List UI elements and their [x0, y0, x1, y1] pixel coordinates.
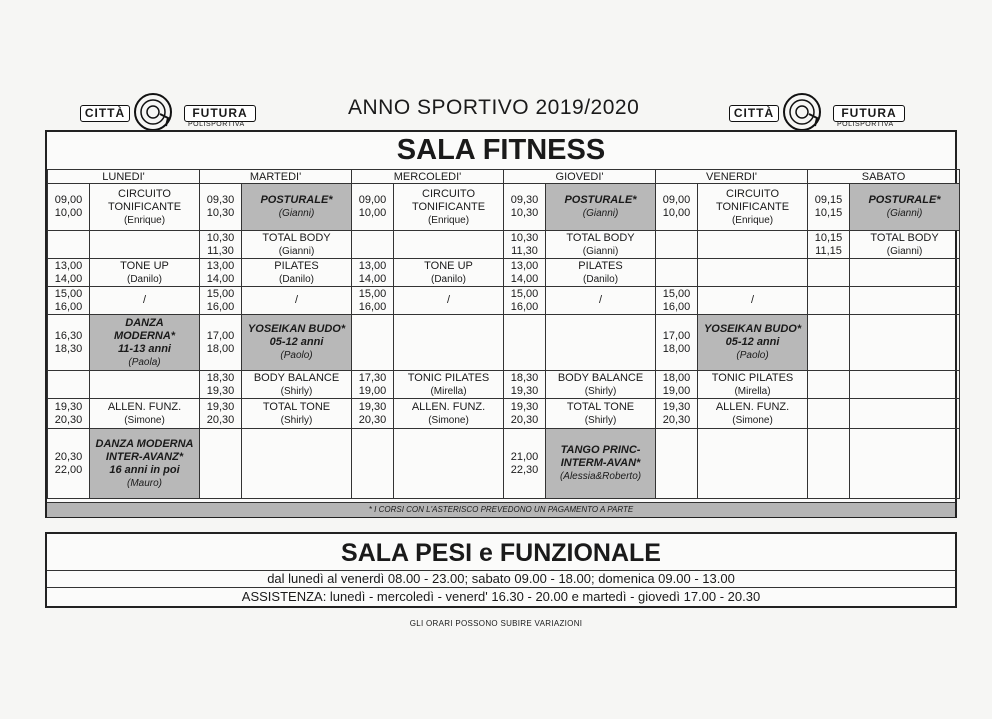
- class-name: YOSEIKAN BUDO*: [247, 323, 346, 335]
- time-cell: [656, 259, 698, 287]
- day-header: MARTEDI': [200, 170, 352, 184]
- class-name: TONIFICANTE: [411, 200, 486, 213]
- instructor-name: (Danilo): [583, 273, 619, 285]
- class-cell: [546, 399, 656, 429]
- days-header: [48, 170, 960, 184]
- fitness-schedule: [45, 130, 957, 518]
- end-time: 20,30: [662, 413, 691, 426]
- class-name: 16 anni in poi: [109, 463, 180, 476]
- end-time: 20,30: [510, 413, 539, 426]
- class-cell: [394, 231, 504, 259]
- class-cell: [546, 259, 656, 287]
- class-name: CIRCUITO: [726, 187, 780, 200]
- class-name: PILATES: [578, 259, 623, 272]
- class-name: POSTURALE*: [260, 194, 333, 206]
- time-cell: [48, 287, 90, 315]
- time-cell: [656, 287, 698, 315]
- instructor-name: (Simone): [428, 414, 469, 426]
- instructor-name: (Gianni): [582, 245, 619, 257]
- class-cell: [90, 259, 200, 287]
- time-cell: [656, 231, 698, 259]
- class-cell: [850, 231, 960, 259]
- class-name: TOTAL BODY: [870, 231, 939, 244]
- time-cell: [504, 184, 546, 231]
- logo-right-word: FUTURA: [184, 105, 256, 122]
- class-name: /: [446, 294, 451, 306]
- time-cell: [504, 371, 546, 399]
- page-title: ANNO SPORTIVO 2019/2020: [348, 96, 640, 119]
- class-cell: [242, 315, 352, 371]
- instructor-name: (Simone): [124, 414, 165, 426]
- day-header: VENERDI': [656, 170, 808, 184]
- class-cell: [546, 315, 656, 371]
- instructor-name: (Mauro): [127, 477, 163, 489]
- logo-subtitle: POLISPORTIVA: [188, 121, 245, 128]
- time-cell: [200, 231, 242, 259]
- start-time: 17,00: [662, 329, 691, 342]
- class-name: POSTURALE*: [564, 194, 637, 206]
- class-cell: [242, 429, 352, 499]
- start-time: 19,30: [510, 400, 539, 413]
- logo-subtitle: POLISPORTIVA: [837, 121, 894, 128]
- end-time: 18,00: [206, 342, 235, 355]
- start-time: 09,00: [662, 194, 691, 206]
- start-time: 15,00: [662, 287, 691, 300]
- class-name: TONE UP: [424, 259, 473, 272]
- class-name: TONIC PILATES: [711, 371, 794, 384]
- day-header: MERCOLEDI': [352, 170, 504, 184]
- time-cell: [352, 259, 394, 287]
- start-time: 17,00: [206, 329, 235, 342]
- end-time: 11,30: [207, 244, 234, 257]
- schedule-row: [48, 315, 960, 371]
- instructor-name: (Mirella): [430, 385, 467, 397]
- instructor-name: (Paolo): [280, 350, 313, 361]
- class-name: CIRCUITO: [422, 187, 475, 200]
- instructor-name: (Danilo): [279, 273, 315, 285]
- class-cell: [698, 429, 808, 499]
- start-time: 19,30: [54, 400, 83, 413]
- end-time: 19,30: [510, 384, 539, 397]
- class-name: INTER-AVANZ*: [105, 450, 184, 463]
- class-cell: [90, 371, 200, 399]
- instructor-name: (Enrique): [123, 214, 166, 226]
- time-cell: [200, 184, 242, 231]
- class-name: TONIC PILATES: [407, 371, 490, 384]
- start-time: 21,00: [510, 450, 539, 463]
- time-cell: [808, 371, 850, 399]
- instructor-name: (Danilo): [431, 273, 467, 285]
- time-cell: [352, 429, 394, 499]
- start-time: 09,30: [510, 194, 539, 206]
- start-time: 09,00: [54, 194, 83, 206]
- class-cell: [850, 399, 960, 429]
- instructor-name: (Shirly): [584, 385, 617, 397]
- instructor-name: (Shirly): [280, 385, 313, 397]
- class-cell: [850, 371, 960, 399]
- class-cell: [90, 287, 200, 315]
- time-cell: [200, 429, 242, 499]
- class-name: TANGO PRINC-: [560, 444, 641, 456]
- class-cell: [850, 315, 960, 371]
- start-time: 09,15: [814, 194, 843, 206]
- start-time: 13,00: [206, 259, 235, 272]
- instructor-name: (Paola): [128, 356, 161, 368]
- class-name: DANZA MODERNA: [95, 437, 194, 450]
- time-cell: [200, 259, 242, 287]
- end-time: 22,00: [54, 463, 83, 476]
- end-time: 10,30: [206, 207, 235, 219]
- end-time: 19,00: [662, 384, 691, 397]
- class-name: TONIFICANTE: [107, 200, 182, 213]
- time-cell: [808, 231, 850, 259]
- class-cell: [698, 399, 808, 429]
- start-time: 19,30: [206, 400, 235, 413]
- time-cell: [808, 429, 850, 499]
- start-time: 15,00: [358, 287, 387, 300]
- schedule-table: [47, 169, 960, 499]
- class-name: YOSEIKAN BUDO*: [703, 323, 802, 335]
- class-name: TONIFICANTE: [715, 200, 790, 213]
- class-name: TOTAL TONE: [262, 400, 331, 413]
- start-time: 10,30: [206, 231, 235, 244]
- class-name: 11-13 anni: [118, 342, 171, 355]
- time-cell: [504, 399, 546, 429]
- class-cell: [698, 287, 808, 315]
- time-cell: [504, 231, 546, 259]
- schedule-row: [48, 231, 960, 259]
- time-cell: [656, 315, 698, 371]
- start-time: 13,00: [510, 259, 539, 272]
- schedule-row: [48, 429, 960, 499]
- class-cell: [698, 231, 808, 259]
- end-time: 11,15: [815, 244, 842, 257]
- instructor-name: (Enrique): [731, 214, 774, 226]
- start-time: 18,30: [510, 371, 539, 384]
- class-cell: [546, 231, 656, 259]
- class-name: 05-12 anni: [269, 336, 324, 348]
- time-cell: [48, 429, 90, 499]
- class-cell: [394, 429, 504, 499]
- class-cell: [90, 399, 200, 429]
- class-name: /: [751, 294, 755, 306]
- time-cell: [352, 287, 394, 315]
- class-cell: [242, 259, 352, 287]
- end-time: 18,30: [54, 342, 83, 355]
- start-time: 09,00: [358, 194, 387, 206]
- class-cell: [546, 287, 656, 315]
- end-time: 10,30: [510, 207, 539, 219]
- pesi-hours: dal lunedì al venerdì 08.00 - 23.00; sabato 09.00 - 18.00; domenica 09.00 - 13.00: [47, 570, 955, 588]
- class-cell: [242, 231, 352, 259]
- class-name: MODERNA*: [113, 329, 176, 342]
- end-time: 16,00: [510, 300, 539, 313]
- time-cell: [352, 399, 394, 429]
- end-time: 22,30: [510, 463, 539, 476]
- instructor-name: (Shirly): [280, 414, 313, 426]
- time-cell: [808, 287, 850, 315]
- pesi-title: SALA PESI e FUNZIONALE: [47, 534, 955, 571]
- instructor-name: (Gianni): [278, 208, 315, 219]
- class-cell: [394, 399, 504, 429]
- class-cell: [850, 259, 960, 287]
- start-time: 18,30: [206, 371, 235, 384]
- class-name: BODY BALANCE: [253, 371, 340, 384]
- end-time: 16,00: [358, 300, 387, 313]
- logo-left-word: CITTÀ: [729, 105, 779, 122]
- day-header: SABATO: [808, 170, 960, 184]
- end-time: 14,00: [510, 272, 539, 285]
- class-name: 05-12 anni: [725, 336, 780, 348]
- end-time: 10,00: [662, 207, 691, 219]
- class-cell: [546, 429, 656, 499]
- end-time: 14,00: [358, 272, 387, 285]
- class-name: BODY BALANCE: [557, 371, 644, 384]
- class-cell: [850, 287, 960, 315]
- end-time: 14,00: [54, 272, 83, 285]
- end-time: 16,00: [206, 300, 235, 313]
- instructor-name: (Mirella): [734, 385, 771, 397]
- footer-note: GLI ORARI POSSONO SUBIRE VARIAZIONI: [409, 619, 583, 628]
- time-cell: [504, 315, 546, 371]
- start-time: 15,00: [510, 287, 539, 300]
- time-cell: [352, 371, 394, 399]
- class-cell: [698, 371, 808, 399]
- end-time: 16,00: [662, 300, 691, 313]
- class-name: ALLEN. FUNZ.: [107, 400, 182, 413]
- start-time: 15,00: [206, 287, 235, 300]
- class-cell: [394, 315, 504, 371]
- start-time: 17,30: [358, 371, 387, 384]
- schedule-row: [48, 287, 960, 315]
- time-cell: [200, 371, 242, 399]
- class-name: /: [142, 294, 147, 306]
- class-cell: [394, 287, 504, 315]
- class-cell: [394, 184, 504, 231]
- time-cell: [808, 399, 850, 429]
- logo-swirl-icon: [779, 92, 825, 132]
- pesi-section: [45, 532, 957, 608]
- class-cell: [394, 259, 504, 287]
- class-cell: [850, 429, 960, 499]
- start-time: 13,00: [358, 259, 387, 272]
- logo-swirl-icon: [130, 92, 176, 132]
- start-time: 13,00: [54, 259, 83, 272]
- time-cell: [48, 184, 90, 231]
- pesi-assistance: ASSISTENZA: lunedì - mercoledì - venerd' 16.30 - 20.00 e martedì - giovedì 17.00 - 20.30: [241, 589, 761, 604]
- class-cell: [242, 371, 352, 399]
- time-cell: [656, 184, 698, 231]
- end-time: 20,30: [358, 413, 387, 426]
- instructor-name: (Paolo): [736, 350, 769, 361]
- class-name: DANZA: [125, 316, 164, 329]
- class-name: ALLEN. FUNZ.: [715, 400, 790, 413]
- class-name: CIRCUITO: [118, 187, 171, 200]
- end-time: 19,00: [358, 384, 387, 397]
- instructor-name: (Danilo): [127, 273, 163, 285]
- class-cell: [546, 184, 656, 231]
- instructor-name: (Gianni): [886, 208, 923, 219]
- class-name: /: [294, 294, 299, 306]
- class-cell: [698, 184, 808, 231]
- class-cell: [698, 315, 808, 371]
- instructor-name: (Enrique): [427, 214, 470, 226]
- time-cell: [504, 259, 546, 287]
- end-time: 10,00: [358, 207, 387, 219]
- class-cell: [698, 259, 808, 287]
- instructor-name: (Shirly): [584, 414, 617, 426]
- time-cell: [504, 287, 546, 315]
- time-cell: [200, 315, 242, 371]
- class-name: TOTAL TONE: [566, 400, 635, 413]
- class-name: INTERM-AVAN*: [560, 457, 641, 469]
- time-cell: [352, 231, 394, 259]
- time-cell: [48, 259, 90, 287]
- start-time: 19,30: [358, 400, 387, 413]
- class-cell: [242, 287, 352, 315]
- class-cell: [850, 184, 960, 231]
- end-time: 20,30: [54, 413, 83, 426]
- time-cell: [200, 399, 242, 429]
- class-cell: [90, 315, 200, 371]
- end-time: 19,30: [206, 384, 235, 397]
- class-name: PILATES: [274, 259, 319, 272]
- asterisk-note: * I CORSI CON L'ASTERISCO PREVEDONO UN PAGAMENTO A PARTE: [47, 502, 955, 517]
- class-name: TOTAL BODY: [262, 231, 331, 244]
- time-cell: [504, 429, 546, 499]
- time-cell: [48, 231, 90, 259]
- schedule-row: [48, 259, 960, 287]
- time-cell: [48, 315, 90, 371]
- start-time: 09,30: [206, 194, 235, 206]
- schedule-row: [48, 399, 960, 429]
- schedule-row: [48, 371, 960, 399]
- time-cell: [808, 184, 850, 231]
- start-time: 15,00: [54, 287, 83, 300]
- time-cell: [48, 371, 90, 399]
- instructor-name: (Gianni): [886, 245, 923, 257]
- instructor-name: (Alessia&Roberto): [559, 471, 642, 482]
- class-cell: [242, 184, 352, 231]
- time-cell: [656, 399, 698, 429]
- start-time: 19,30: [662, 400, 691, 413]
- class-cell: [90, 231, 200, 259]
- class-name: ALLEN. FUNZ.: [411, 400, 486, 413]
- start-time: 18,00: [662, 371, 691, 384]
- start-time: 20,30: [54, 450, 83, 463]
- start-time: 16,30: [54, 329, 83, 342]
- time-cell: [200, 287, 242, 315]
- logo-right-word: FUTURA: [833, 105, 905, 122]
- class-name: TONE UP: [120, 259, 169, 272]
- class-name: POSTURALE*: [868, 194, 941, 206]
- end-time: 10,15: [814, 207, 843, 219]
- class-cell: [242, 399, 352, 429]
- time-cell: [352, 315, 394, 371]
- time-cell: [352, 184, 394, 231]
- end-time: 10,00: [54, 207, 83, 219]
- end-time: 20,30: [206, 413, 235, 426]
- start-time: 10,30: [510, 231, 539, 244]
- schedule-row: [48, 184, 960, 231]
- class-cell: [394, 371, 504, 399]
- instructor-name: (Gianni): [278, 245, 315, 257]
- end-time: 11,30: [511, 244, 538, 257]
- time-cell: [48, 399, 90, 429]
- day-header: GIOVEDI': [504, 170, 656, 184]
- time-cell: [656, 371, 698, 399]
- end-time: 18,00: [662, 342, 691, 355]
- class-cell: [546, 371, 656, 399]
- class-name: /: [598, 294, 603, 306]
- instructor-name: (Gianni): [582, 208, 619, 219]
- fitness-title: SALA FITNESS: [396, 134, 606, 166]
- end-time: 16,00: [54, 300, 83, 313]
- start-time: 10,15: [814, 231, 843, 244]
- class-name: TOTAL BODY: [566, 231, 635, 244]
- time-cell: [656, 429, 698, 499]
- instructor-name: (Simone): [732, 414, 773, 426]
- class-cell: [90, 184, 200, 231]
- class-cell: [90, 429, 200, 499]
- time-cell: [808, 315, 850, 371]
- end-time: 14,00: [206, 272, 235, 285]
- time-cell: [808, 259, 850, 287]
- day-header: LUNEDI': [48, 170, 200, 184]
- logo-left-word: CITTÀ: [80, 105, 130, 122]
